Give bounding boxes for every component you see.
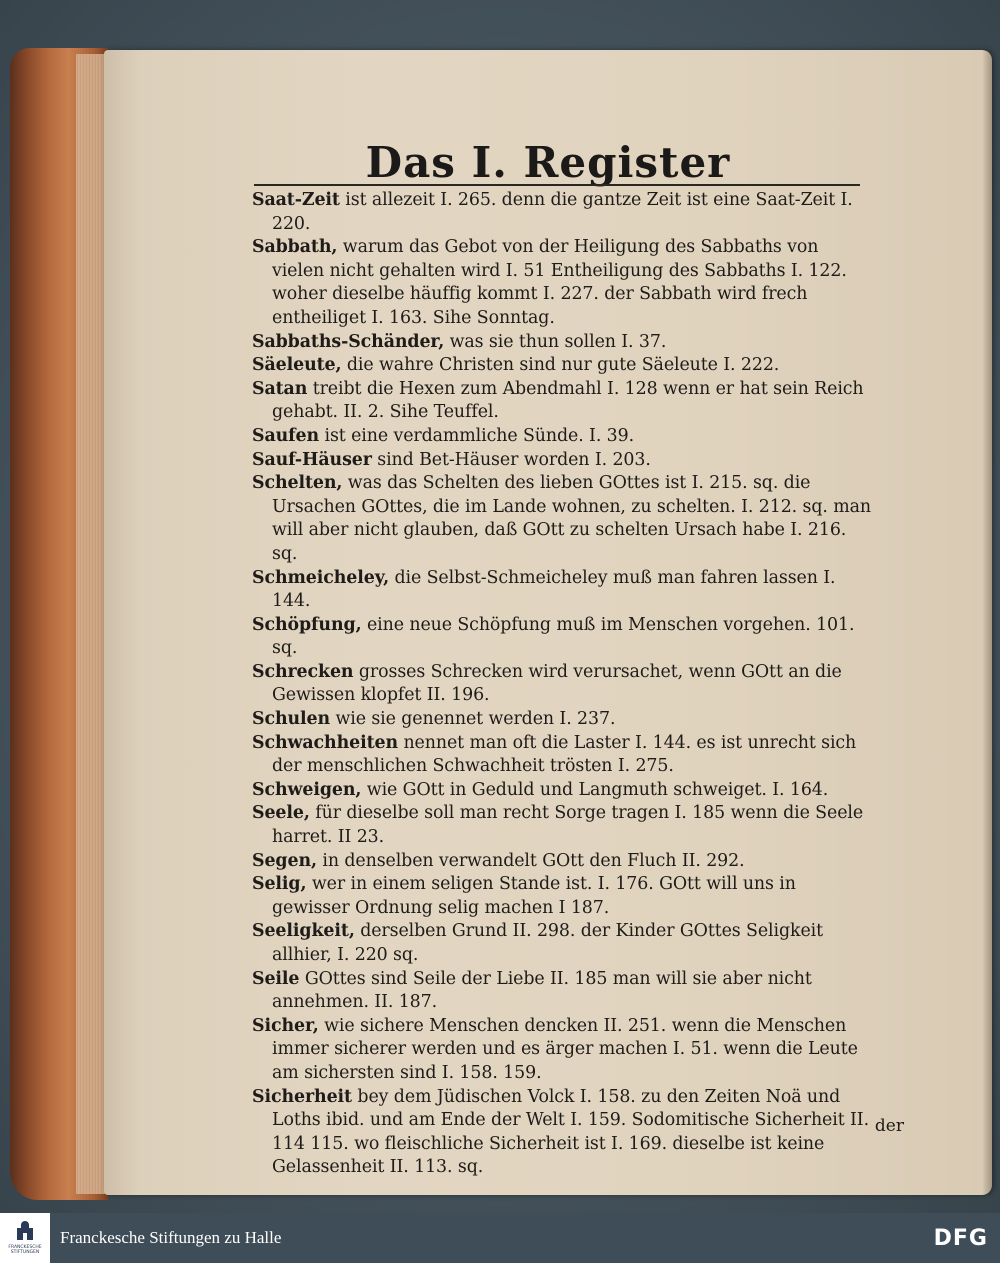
- title-rule: [254, 184, 860, 186]
- entry-headword: Säeleute,: [252, 355, 342, 376]
- page-gutter-shadow: [982, 50, 992, 1195]
- institution-logo[interactable]: [0, 1213, 50, 1263]
- entry-headword: Seile: [252, 968, 300, 989]
- book-edge: [10, 48, 108, 1200]
- register-entry: [252, 425, 872, 449]
- entry-text: wer in einem seligen Stande ist. I. 176. GOtt will uns in gewisser Ordnung selig machen I 187.: [272, 874, 796, 918]
- entry-headword: Segen,: [252, 850, 317, 871]
- register-entry: [252, 968, 872, 1015]
- entry-headword: Selig,: [252, 874, 307, 895]
- institution-name[interactable]: Franckesche Stiftungen zu Halle: [60, 1228, 282, 1247]
- entry-text: eine neue Schöpfung muß im Menschen vorgehen. 101. sq.: [272, 614, 855, 659]
- entry-text: grosses Schrecken wird verursachet, wenn GOtt an die Gewissen klopfet II. 196.: [272, 661, 842, 706]
- entry-text: nennet man oft die Laster I. 144. es ist unrecht sich der menschlichen Schwachheit trösten I. 275.: [272, 732, 857, 777]
- entry-text: in denselben verwandelt GOtt den Fluch II. 292.: [316, 850, 745, 871]
- register-entry: [252, 920, 872, 967]
- entry-headword: Sauf-Häuser: [252, 449, 372, 470]
- entry-text: derselben Grund II. 298. der Kinder GOttes Seligkeit allhier, I. 220 sq.: [272, 921, 823, 965]
- entry-text: was das Schelten des lieben GOttes ist I. 215. sq. die Ursachen GOttes, die im Lande wohnen, zu schelten. I. 212. sq. man will aber nicht glauben, daß GOtt zu schelten Ursach habe I. 216. sq.: [272, 473, 871, 564]
- catchword: der: [874, 1116, 904, 1136]
- entry-text: GOttes sind Seile der Liebe II. 185 man will sie aber nicht annehmen. II. 187.: [272, 968, 812, 1013]
- entry-text: warum das Gebot von der Heiligung des Sabbaths von vielen nicht gehalten wird I. 51 Entheiligung des Sabbaths I. 122. woher dieselbe häuffig kommt I. 227. der Sabbath wird frech entheiliget I. 163. Sihe Sonntag.: [272, 237, 847, 328]
- viewer-footer: [0, 1213, 1000, 1263]
- building-icon: [16, 1221, 34, 1243]
- entry-headword: Schelten,: [252, 473, 343, 494]
- register-entry: [252, 189, 872, 236]
- entry-text: ist allezeit I. 265. denn die gantze Zeit ist eine Saat-Zeit I. 220.: [272, 190, 853, 234]
- entry-text: die wahre Christen sind nur gute Säeleute I. 222.: [341, 355, 780, 376]
- register-entry: [252, 614, 872, 661]
- entry-text: bey dem Jüdischen Volck I. 158. zu den Zeiten Noä und Loths ibid. und am Ende der Welt I. 159. Sodomitische Sicherheit II. 114 115. wo fleischliche Sicherheit ist I. 169. dieselbe ist keine Gelassenheit II. 113. sq.: [272, 1086, 869, 1178]
- entry-text: ist eine verdammliche Sünde. I. 39.: [319, 425, 635, 446]
- register-entry: [252, 779, 872, 803]
- entry-headword: Seele,: [252, 803, 310, 824]
- register-entry: [252, 331, 872, 355]
- entry-text: wie sichere Menschen dencken II. 251. wenn die Menschen immer sicherer werden und es ärger machen I. 51. wenn die Leute am sichersten sind I. 158. 159.: [272, 1015, 858, 1083]
- entry-headword: Schrecken: [252, 661, 354, 682]
- register-entry: [252, 354, 872, 378]
- entry-text: für dieselbe soll man recht Sorge tragen I. 185 wenn die Seele harret. II 23.: [272, 803, 864, 848]
- entry-headword: Sicherheit: [252, 1086, 352, 1107]
- entry-headword: Seeligkeit,: [252, 921, 355, 942]
- entry-text: sind Bet-Häuser worden I. 203.: [371, 449, 651, 470]
- entry-text: treibt die Hexen zum Abendmahl I. 128 wenn er hat sein Reich gehabt. II. 2. Sihe Teuffel.: [272, 378, 864, 423]
- book-page: [104, 50, 992, 1195]
- register-entry: [252, 1015, 872, 1086]
- entry-headword: Schöpfung,: [252, 614, 362, 635]
- register-entry: [252, 802, 872, 849]
- entry-headword: Satan: [252, 378, 308, 399]
- register-entry: [252, 873, 872, 920]
- register-entry: [252, 472, 872, 566]
- register-entry: [252, 378, 872, 425]
- entry-headword: Sabbaths-Schänder,: [252, 331, 445, 352]
- entry-headword: Saat-Zeit: [252, 190, 340, 210]
- register-entry: [252, 1086, 872, 1180]
- register-entry: [252, 732, 872, 779]
- entry-headword: Schweigen,: [252, 779, 362, 800]
- register-entry: [252, 567, 872, 614]
- entry-text: wie GOtt in Geduld und Langmuth schweiget. I. 164.: [361, 779, 829, 800]
- entry-headword: Saufen: [252, 425, 320, 446]
- entry-text: was sie thun sollen I. 37.: [444, 331, 667, 352]
- register-entry: [252, 449, 872, 473]
- register-entries: [252, 189, 872, 1180]
- dfg-logo[interactable]: DFG: [933, 1225, 988, 1251]
- register-entry: [252, 708, 872, 732]
- logo-text: FRANCKESCHE STIFTUNGEN: [8, 1245, 42, 1255]
- entry-headword: Sicher,: [252, 1015, 319, 1036]
- entry-text: wie sie genennet werden I. 237.: [330, 709, 616, 730]
- entry-headword: Schmeicheley,: [252, 567, 390, 588]
- page-title: Das I. Register: [365, 138, 731, 187]
- entry-headword: Schwachheiten: [252, 732, 399, 753]
- entry-headword: Sabbath,: [252, 237, 338, 258]
- register-entry: [252, 661, 872, 708]
- register-entry: [252, 236, 872, 330]
- entry-text: die Selbst-Schmeicheley muß man fahren lassen I. 144.: [272, 567, 836, 612]
- entry-headword: Schulen: [252, 709, 331, 730]
- register-entry: [252, 850, 872, 874]
